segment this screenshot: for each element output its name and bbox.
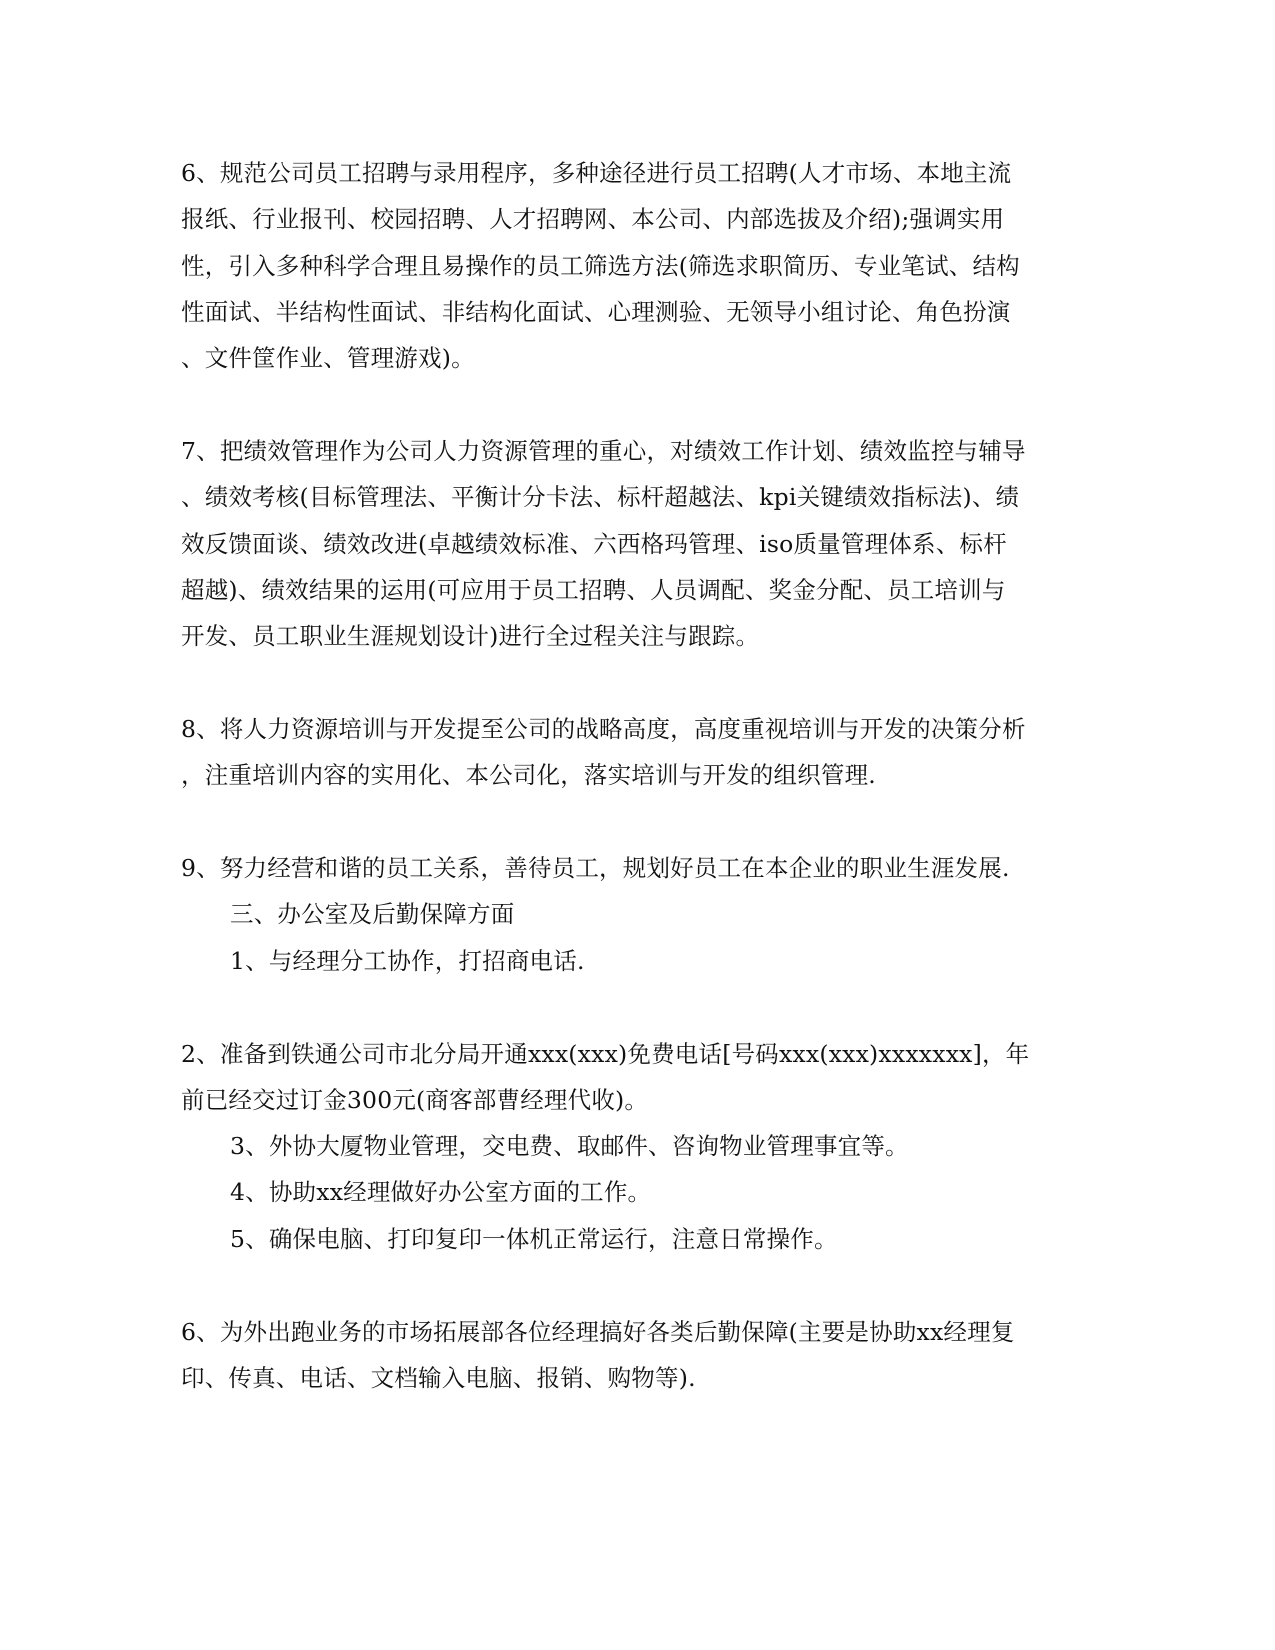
p6-line-3: 性，引入多种科学合理且易操作的员工筛选方法(筛选求职简历、专业笔试、结构 (181, 252, 1020, 280)
section3-item-6-line-1: 6、为外出跑业务的市场拓展部各位经理搞好各类后勤保障(主要是协助xx经理复 (181, 1318, 1015, 1346)
section3-item-4: 4、协助xx经理做好办公室方面的工作。 (230, 1178, 652, 1206)
p6-line-2: 报纸、行业报刊、校园招聘、人才招聘网、本公司、内部选拔及介绍);强调实用 (181, 205, 1005, 233)
p6-line-4: 性面试、半结构性面试、非结构化面试、心理测验、无领导小组讨论、角色扮演 (181, 298, 1011, 326)
p6-line-1: 6、规范公司员工招聘与录用程序，多种途径进行员工招聘(人才市场、本地主流 (181, 159, 1012, 187)
p9-line-1: 9、努力经营和谐的员工关系，善待员工，规划好员工在本企业的职业生涯发展. (181, 854, 1010, 882)
section3-item-6-line-2: 印、传真、电话、文档输入电脑、报销、购物等). (181, 1364, 696, 1392)
p7-line-3: 效反馈面谈、绩效改进(卓越绩效标准、六西格玛管理、iso质量管理体系、标杆 (181, 530, 1007, 558)
p6-line-5: 、文件筐作业、管理游戏)。 (181, 344, 475, 372)
section3-item-3: 3、外协大厦物业管理，交电费、取邮件、咨询物业管理事宜等。 (230, 1132, 909, 1160)
section3-item-5: 5、确保电脑、打印复印一体机正常运行，注意日常操作。 (230, 1225, 838, 1253)
section3-item-1: 1、与经理分工协作，打招商电话. (230, 947, 585, 975)
section-heading: 三、办公室及后勤保障方面 (230, 900, 515, 928)
p7-line-5: 开发、员工职业生涯规划设计)进行全过程关注与跟踪。 (181, 622, 760, 650)
p7-line-4: 超越)、绩效结果的运用(可应用于员工招聘、人员调配、奖金分配、员工培训与 (181, 576, 1006, 604)
p7-line-2: 、绩效考核(目标管理法、平衡计分卡法、标杆超越法、kpi关键绩效指标法)、绩 (181, 483, 1020, 511)
section3-item-2-line-1: 2、准备到铁通公司市北分局开通xxx(xxx)免费电话[号码xxx(xxx)xxxxxxx]，年 (181, 1040, 1030, 1068)
p7-line-1: 7、把绩效管理作为公司人力资源管理的重心，对绩效工作计划、绩效监控与辅导 (181, 437, 1026, 465)
p8-line-1: 8、将人力资源培训与开发提至公司的战略高度，高度重视培训与开发的决策分析 (181, 715, 1026, 743)
section3-item-2-line-2: 前已经交过订金300元(商客部曹经理代收)。 (181, 1086, 649, 1114)
p8-line-2: ，注重培训内容的实用化、本公司化，落实培训与开发的组织管理. (181, 761, 876, 789)
